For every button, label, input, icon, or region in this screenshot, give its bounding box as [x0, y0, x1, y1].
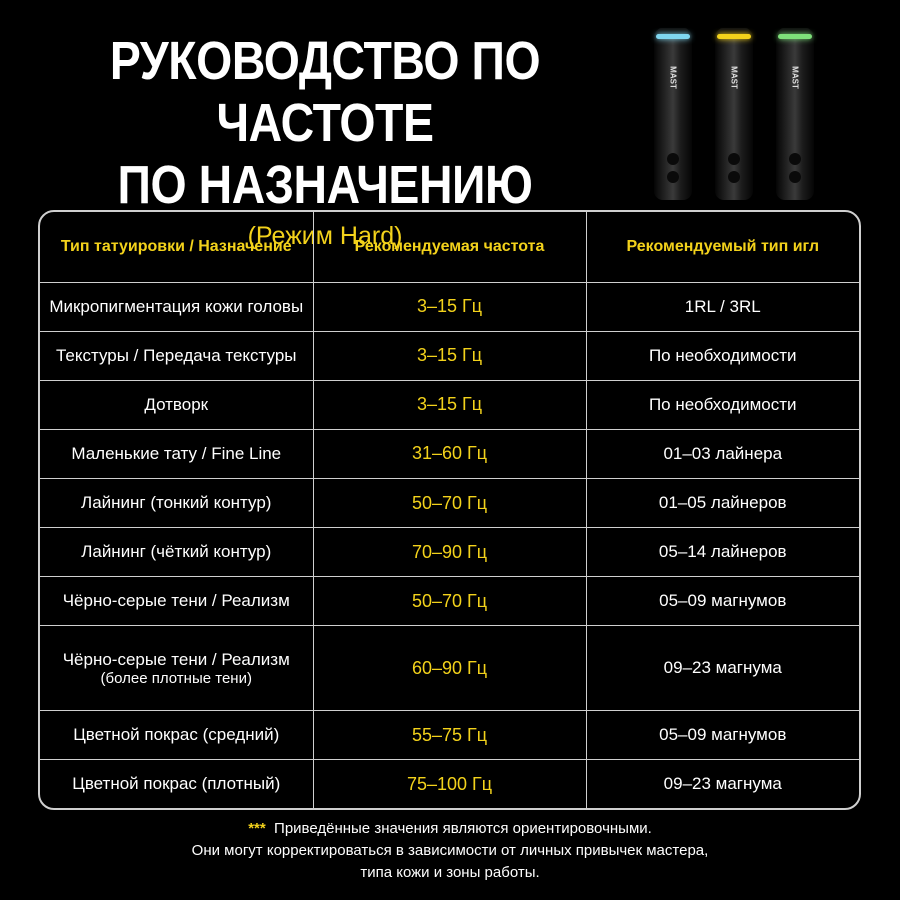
cell-needles: 05–09 магнумов — [586, 577, 859, 626]
page-title-line-2: ПО НАЗНАЧЕНИЮ — [117, 155, 533, 215]
cell-needles: По необходимости — [586, 331, 859, 380]
cell-purpose — [40, 626, 313, 711]
header-frequency: Рекомендуемая частота — [313, 212, 586, 282]
cell-frequency: 3–15 Гц — [313, 331, 586, 380]
note-line-2: Они могут корректироваться в зависимости от личных привычек мастера, — [191, 842, 709, 859]
table-row — [40, 626, 859, 711]
disclaimer-note — [0, 818, 900, 884]
cell-frequency: 3–15 Гц — [313, 282, 586, 331]
tattoo-pens-image — [640, 20, 840, 210]
table-row — [40, 577, 859, 626]
cell-frequency: 60–90 Гц — [313, 626, 586, 711]
cell-needles: 01–05 лайнеров — [586, 479, 859, 528]
purpose-label: Цветной покрас (средний) — [73, 725, 280, 745]
cell-frequency: 75–100 Гц — [313, 760, 586, 808]
table-body — [40, 282, 859, 808]
table-row — [40, 479, 859, 528]
pen-brand-label: MAST — [729, 66, 739, 89]
table-row — [40, 331, 859, 380]
cell-purpose — [40, 429, 313, 478]
purpose-label: Чёрно-серые тени / Реализм — [62, 649, 290, 669]
cell-needles: 09–23 магнума — [586, 760, 859, 808]
purpose-label: Чёрно-серые тени / Реализм — [62, 591, 290, 611]
cell-purpose — [40, 711, 313, 760]
purpose-label: Лайнинг (тонкий контур) — [81, 493, 272, 513]
purpose-label: Маленькие тату / Fine Line — [71, 443, 282, 463]
table-row — [40, 380, 859, 429]
page-title-line-1: РУКОВОДСТВО ПО ЧАСТОТЕ — [109, 31, 541, 153]
cell-purpose — [40, 282, 313, 331]
purpose-label: Микропигментация кожи головы — [49, 296, 304, 316]
cell-purpose — [40, 331, 313, 380]
pen-ring — [717, 34, 751, 39]
pen-brand-label: MAST — [668, 66, 678, 89]
note-stars: *** — [248, 820, 266, 837]
cell-frequency: 3–15 Гц — [313, 380, 586, 429]
cell-frequency: 31–60 Гц — [313, 429, 586, 478]
cell-needles: 1RL / 3RL — [586, 282, 859, 331]
cell-frequency: 50–70 Гц — [313, 577, 586, 626]
table-row — [40, 760, 859, 808]
cell-purpose — [40, 380, 313, 429]
cell-frequency: 50–70 Гц — [313, 479, 586, 528]
tattoo-pen-yellow — [715, 28, 753, 200]
table-header-row — [40, 212, 859, 282]
cell-purpose — [40, 528, 313, 577]
cell-frequency: 70–90 Гц — [313, 528, 586, 577]
pen-ring — [656, 34, 690, 39]
cell-purpose — [40, 577, 313, 626]
note-line-1: Приведённые значения являются ориентировочными. — [274, 820, 652, 837]
cell-needles: 05–14 лайнеров — [586, 528, 859, 577]
cell-purpose — [40, 760, 313, 808]
header-needles: Рекомендуемый тип игл — [586, 212, 859, 282]
purpose-label: Текстуры / Передача текстуры — [55, 345, 297, 365]
cell-needles: По необходимости — [586, 380, 859, 429]
header-purpose: Тип татуировки / Назначение — [40, 212, 313, 282]
page-subtitle: (Режим Hard) — [247, 222, 403, 250]
frequency-table — [38, 210, 861, 810]
tattoo-pen-blue — [654, 28, 692, 200]
table-row — [40, 711, 859, 760]
cell-needles: 05–09 магнумов — [586, 711, 859, 760]
pen-brand-label: MAST — [790, 66, 800, 89]
purpose-label: Лайнинг (чёткий контур) — [81, 542, 272, 562]
cell-purpose — [40, 479, 313, 528]
table-row — [40, 282, 859, 331]
pen-ring — [778, 34, 812, 39]
cell-frequency: 55–75 Гц — [313, 711, 586, 760]
table-row — [40, 528, 859, 577]
purpose-sub-label: (более плотные тени) — [100, 669, 252, 687]
cell-needles: 09–23 магнума — [586, 626, 859, 711]
purpose-label: Дотворк — [144, 394, 209, 414]
tattoo-pen-green — [776, 28, 814, 200]
table-row — [40, 429, 859, 478]
purpose-label: Цветной покрас (плотный) — [72, 774, 281, 794]
note-line-3: типа кожи и зоны работы. — [360, 864, 540, 881]
cell-needles: 01–03 лайнера — [586, 429, 859, 478]
